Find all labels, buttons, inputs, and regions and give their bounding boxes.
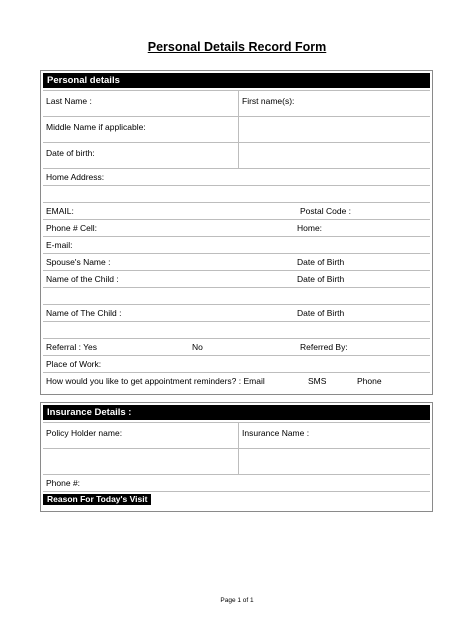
dob-label: Date of birth: — [46, 148, 95, 158]
page-number: Page 1 of 1 — [220, 597, 254, 604]
middle-name-row — [43, 116, 430, 142]
referral-yes-option[interactable]: Referral : Yes — [46, 342, 98, 352]
reminders-phone-option[interactable]: Phone — [357, 376, 382, 386]
middle-name-field[interactable] — [43, 117, 238, 142]
the-child-name-label: Name of The Child : — [46, 308, 122, 318]
middle-name-label: Middle Name if applicable: — [46, 122, 146, 132]
referred-by-label: Referred By: — [300, 342, 348, 352]
the-child-row[interactable] — [43, 304, 430, 321]
insurance-name-field[interactable] — [238, 423, 430, 448]
home-address-label: Home Address: — [46, 172, 105, 182]
personal-details-header: Personal details — [43, 73, 430, 88]
policy-holder-field[interactable] — [43, 423, 238, 448]
home-address-row[interactable] — [43, 168, 430, 185]
referral-no-option[interactable]: No — [192, 342, 203, 352]
insurance-name-label: Insurance Name : — [242, 428, 310, 438]
spouse-row[interactable] — [43, 253, 430, 270]
email-postal-row[interactable] — [43, 202, 430, 219]
dob-field[interactable] — [43, 143, 238, 168]
first-names-field[interactable] — [238, 91, 430, 116]
name-row — [43, 90, 430, 116]
phone-cell-label: Phone # Cell: — [46, 223, 98, 233]
referral-row[interactable] — [43, 338, 430, 355]
personal-details-section — [40, 70, 433, 395]
visit-reason-label: Reason For Today's Visit — [43, 494, 151, 505]
place-of-work-label: Place of Work: — [46, 359, 102, 369]
middle-name-extra-field[interactable] — [238, 117, 430, 142]
insurance-phone-label: Phone #: — [46, 478, 81, 488]
insurance-details-section — [40, 402, 433, 512]
dob-extra-field[interactable] — [238, 143, 430, 168]
last-name-label: Last Name : — [46, 96, 92, 106]
spouse-dob-label: Date of Birth — [297, 257, 345, 267]
dob-row — [43, 142, 430, 168]
home-phone-label: Home: — [297, 223, 323, 233]
phone-row[interactable] — [43, 219, 430, 236]
child-extra-row[interactable] — [43, 287, 430, 304]
email-label: EMAIL: — [46, 206, 74, 216]
visit-reason-row[interactable] — [43, 491, 430, 506]
child-name-label: Name of the Child : — [46, 274, 119, 284]
insurance-details-header: Insurance Details : — [43, 405, 430, 420]
the-child-extra-row[interactable] — [43, 321, 430, 338]
policy-holder-label: Policy Holder name: — [46, 428, 123, 438]
spouse-name-label: Spouse's Name : — [46, 257, 111, 267]
reminders-row[interactable] — [43, 372, 430, 389]
place-of-work-row[interactable] — [43, 355, 430, 372]
policy-row — [43, 422, 430, 448]
policy-holder-extra-field[interactable] — [43, 449, 238, 474]
last-name-field[interactable] — [43, 91, 238, 116]
e-mail-label: E-mail: — [46, 240, 73, 250]
insurance-phone-row[interactable] — [43, 474, 430, 491]
form-title: Personal Details Record Form — [147, 40, 327, 54]
insurance-name-extra-field[interactable] — [238, 449, 430, 474]
child-dob-label: Date of Birth — [297, 274, 345, 284]
postal-code-label: Postal Code : — [300, 206, 352, 216]
first-names-label: First name(s): — [242, 96, 295, 106]
email-row[interactable] — [43, 236, 430, 253]
reminders-email-option[interactable]: How would you like to get appointment reminders? : Email — [46, 376, 265, 386]
home-address-line-2[interactable] — [43, 185, 430, 202]
the-child-dob-label: Date of Birth — [297, 308, 345, 318]
child-row[interactable] — [43, 270, 430, 287]
reminders-sms-option[interactable]: SMS — [308, 376, 327, 386]
policy-extra-row — [43, 448, 430, 474]
